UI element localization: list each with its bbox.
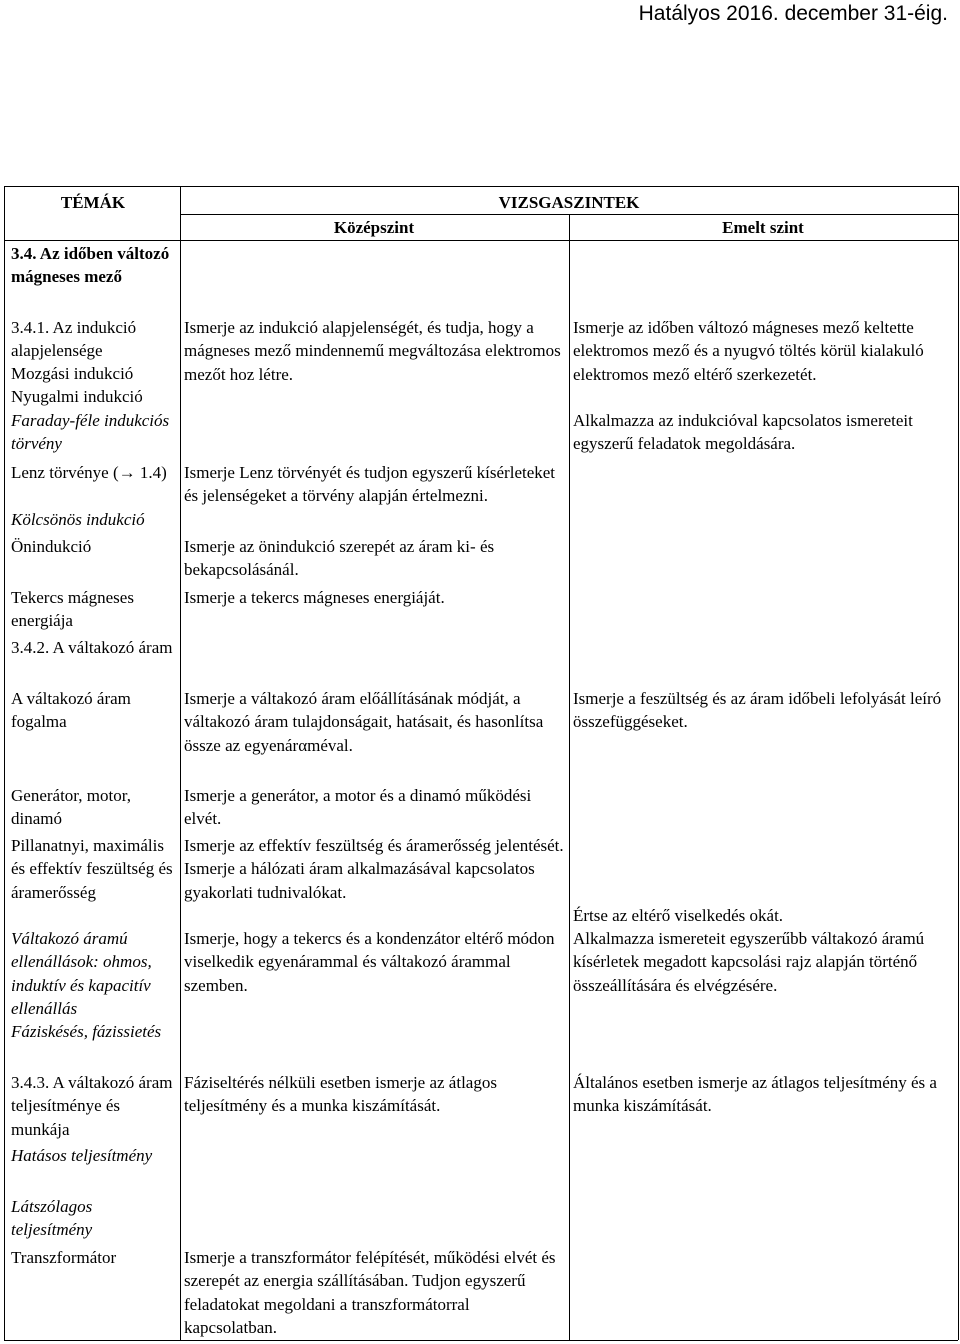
- validity-header: Hatályos 2016. december 31-éig.: [638, 2, 948, 25]
- table-left-border: [4, 186, 5, 1340]
- mid-req-coil-energy: Ismerje a tekercs mágneses energiáját.: [184, 588, 445, 607]
- mid-req-transformer: Ismerje a transzformátor felépítését, működési elvét és szerepét az energia szállításában. Tudjon egyszerű feladatokat megoldani a transzformátorral kapcsolatban.: [184, 1248, 556, 1337]
- topic-ac-resistances: Váltakozó áramú ellenállások: ohmos, induktív és kapacitív ellenállás: [11, 929, 152, 1018]
- column-divider-topics: [180, 186, 181, 1340]
- topic-section-3-4: 3.4. Az időben változó mágneses mező: [11, 244, 170, 287]
- topic-lenz-law: Lenz törvénye (→ 1.4): [11, 463, 167, 482]
- topic-self-induction: Önindukció: [11, 537, 92, 556]
- mid-req-induction: Ismerje az indukció alapjelenségét, és tudja, hogy a mágneses mező mindennemű megváltozása elektromos mezőt hoz létre.: [184, 318, 561, 384]
- header-exam-levels: VIZSGASZINTEK: [498, 193, 640, 212]
- mid-req-generator: Ismerje a generátor, a motor és a dinamó működési elvét.: [184, 786, 532, 829]
- adv-req-ac-experiments: Alkalmazza ismereteit egyszerűbb váltakozó áramú kísérletek megadott kapcsolási rajz alapján történő összeállítására és elvégzésére.: [573, 929, 925, 995]
- adv-req-time-dependence: Ismerje a feszültség és az áram időbeli lefolyását leíró összefüggéseket.: [573, 689, 942, 732]
- column-divider-levels: [569, 214, 570, 1340]
- topic-apparent-power: Látszólagos teljesítmény: [11, 1197, 93, 1240]
- header-topics: TÉMÁK: [60, 193, 126, 212]
- table-bottom-border: [4, 1340, 958, 1341]
- topic-generator-motor: Generátor, motor, dinamó: [11, 786, 131, 829]
- topic-effective-values: Pillanatnyi, maximális és effektív feszültség és áramerősség: [11, 836, 173, 902]
- topic-mutual-induction: Kölcsönös indukció: [11, 510, 145, 529]
- topic-faraday-law: Faraday-féle indukciós törvény: [11, 411, 170, 454]
- topic-section-3-4-2: 3.4.2. A váltakozó áram: [11, 638, 173, 657]
- table-top-border: [4, 186, 958, 187]
- table-right-border: [958, 186, 959, 1340]
- adv-req-field-structure: Ismerje az időben változó mágneses mező keltette elektromos mező és a nyugvó töltés körül kialakuló elektromos mező eltérő szerkezetét.: [573, 318, 924, 384]
- header-bottom-border: [4, 240, 958, 241]
- topic-motional-induction: Mozgási indukció: [11, 364, 134, 383]
- topic-phase-shift: Fáziskésés, fázissietés: [11, 1022, 162, 1041]
- mid-req-lenz: Ismerje Lenz törvényét és tudjon egyszerű kísérleteket és jelenségeket a törvény alapján értelmezni.: [184, 463, 556, 506]
- header-advanced-level: Emelt szint: [722, 218, 804, 237]
- adv-req-general-power: Általános esetben ismerje az átlagos teljesítmény és a munka kiszámítását.: [573, 1073, 937, 1116]
- mid-req-self-induction: Ismerje az önindukció szerepét az áram ki- és bekapcsolásánál.: [184, 537, 495, 580]
- adv-req-induction-tasks: Alkalmazza az indukcióval kapcsolatos ismereteit egyszerű feladatok megoldására.: [573, 411, 913, 454]
- mid-req-coil-capacitor: Ismerje, hogy a tekercs és a kondenzátor eltérő módon viselkedik egyenárammal és váltakozó árammal szemben.: [184, 929, 555, 995]
- mid-req-power: Fáziseltérés nélküli esetben ismerje az átlagos teljesítmény és a munka kiszámítását.: [184, 1073, 497, 1116]
- mid-req-effective: Ismerje az effektív feszültség és áramerősség jelentését. Ismerje a hálózati áram alkalmazásával kapcsolatos gyakorlati tudnivalókat.: [184, 836, 564, 902]
- topic-induction-basics: 3.4.1. Az indukció alapjelensége: [11, 318, 137, 361]
- topic-active-power: Hatásos teljesítmény: [11, 1146, 153, 1165]
- adv-req-behavior-reason: Értse az eltérő viselkedés okát.: [573, 906, 784, 925]
- topic-ac-concept: A váltakozó áram fogalma: [11, 689, 131, 732]
- header-mid-level: Középszint: [333, 218, 415, 237]
- topic-transformer: Transzformátor: [11, 1248, 117, 1267]
- topic-coil-energy: Tekercs mágneses energiája: [11, 588, 134, 631]
- topic-static-induction: Nyugalmi indukció: [11, 387, 143, 406]
- topic-section-3-4-3: 3.4.3. A váltakozó áram teljesítménye és munkája: [11, 1073, 173, 1139]
- mid-req-ac: Ismerje a váltakozó áram előállításának módját, a váltakozó áram tulajdonságait, hatásait, és hasonlítsa össze az egyenárαméval.: [184, 689, 544, 755]
